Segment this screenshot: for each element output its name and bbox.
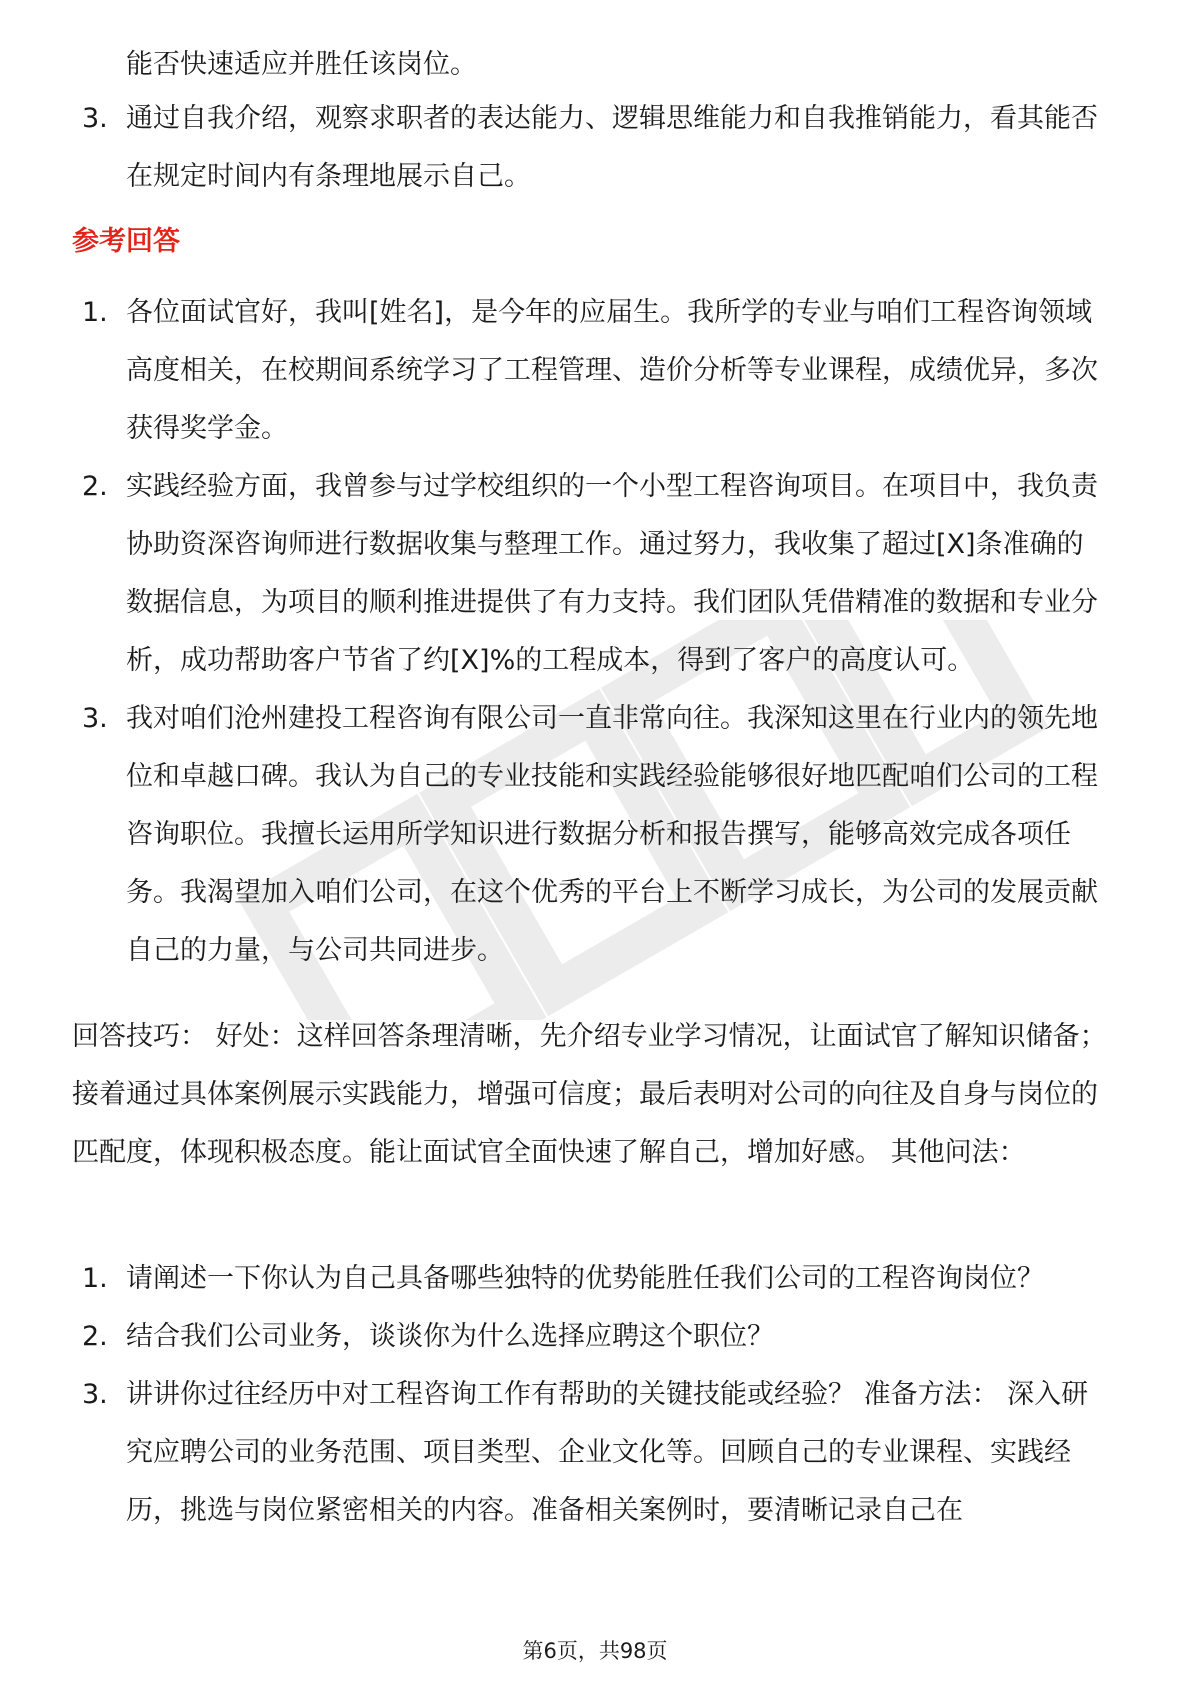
other-questions-list [0, 1250, 1190, 1540]
list-number: 3. [82, 703, 108, 734]
list-item-text: 实践经验方面，我曾参与过学校组织的一个小型工程咨询项目。在项目中，我负责协助资深咨询师进行数据收集与整理工作。通过努力，我收集了超过[X]条准确的数据信息，为项目的顺利推进提供了有力支持。我们团队凭借精准的数据和专业分析，成功帮助客户节省了约[X]%的工程成本，得到了客户的高度认可。 [126, 471, 1098, 676]
list-item [0, 690, 1190, 980]
tips-paragraph: 回答技巧： 好处：这样回答条理清晰，先介绍专业学习情况，让面试官了解知识储备；接着通过具体案例展示实践能力，增强可信度；最后表明对公司的向往及自身与岗位的匹配度，体现积极态度。能让面试官全面快速了解自己，增加好感。 其他问法： [72, 1021, 1107, 1168]
page-footer: 第6页，共98页 [522, 1639, 668, 1663]
list-item [0, 284, 1190, 458]
list-item-text: 讲讲你过往经历中对工程咨询工作有帮助的关键技能或经验？ 准备方法： 深入研究应聘公司的业务范围、项目类型、企业文化等。回顾自己的专业课程、实践经历，挑选与岗位紧密相关的内容。准备相关案例时，要清晰记录自己在 [126, 1379, 1089, 1526]
intro-list [0, 90, 1190, 206]
list-item [0, 90, 1190, 206]
list-item [0, 1308, 1190, 1366]
answer-heading: 参考回答 [72, 226, 180, 257]
list-item-text: 各位面试官好，我叫[姓名]，是今年的应届生。我所学的专业与咱们工程咨询领域高度相关，在校期间系统学习了工程管理、造价分析等专业课程，成绩优异，多次获得奖学金。 [126, 297, 1098, 444]
list-item-text: 请阐述一下你认为自己具备哪些独特的优势能胜任我们公司的工程咨询岗位？ [126, 1263, 1044, 1294]
list-item-text: 结合我们公司业务，谈谈你为什么选择应聘这个职位？ [126, 1321, 774, 1352]
list-number: 3. [82, 103, 108, 134]
continuation-line [0, 36, 1190, 94]
list-number: 1. [82, 297, 108, 328]
list-number: 1. [82, 1263, 108, 1294]
list-number: 3. [82, 1379, 108, 1410]
list-number: 2. [82, 471, 108, 502]
tips-section [0, 1008, 1190, 1182]
list-item-text: 我对咱们沧州建投工程咨询有限公司一直非常向往。我深知这里在行业内的领先地位和卓越口碑。我认为自己的专业技能和实践经验能够很好地匹配咱们公司的工程咨询职位。我擅长运用所学知识进行数据分析和报告撰写，能够高效完成各项任务。我渴望加入咱们公司，在这个优秀的平台上不断学习成长，为公司的发展贡献自己的力量，与公司共同进步。 [126, 703, 1098, 966]
list-item [0, 458, 1190, 690]
list-number: 2. [82, 1321, 108, 1352]
answer-list [0, 284, 1190, 980]
list-item [0, 1250, 1190, 1308]
list-item [0, 1366, 1190, 1540]
list-item-text: 通过自我介绍，观察求职者的表达能力、逻辑思维能力和自我推销能力，看其能否在规定时间内有条理地展示自己。 [126, 103, 1098, 192]
continuation-text: 能否快速适应并胜任该岗位。 [126, 49, 477, 80]
